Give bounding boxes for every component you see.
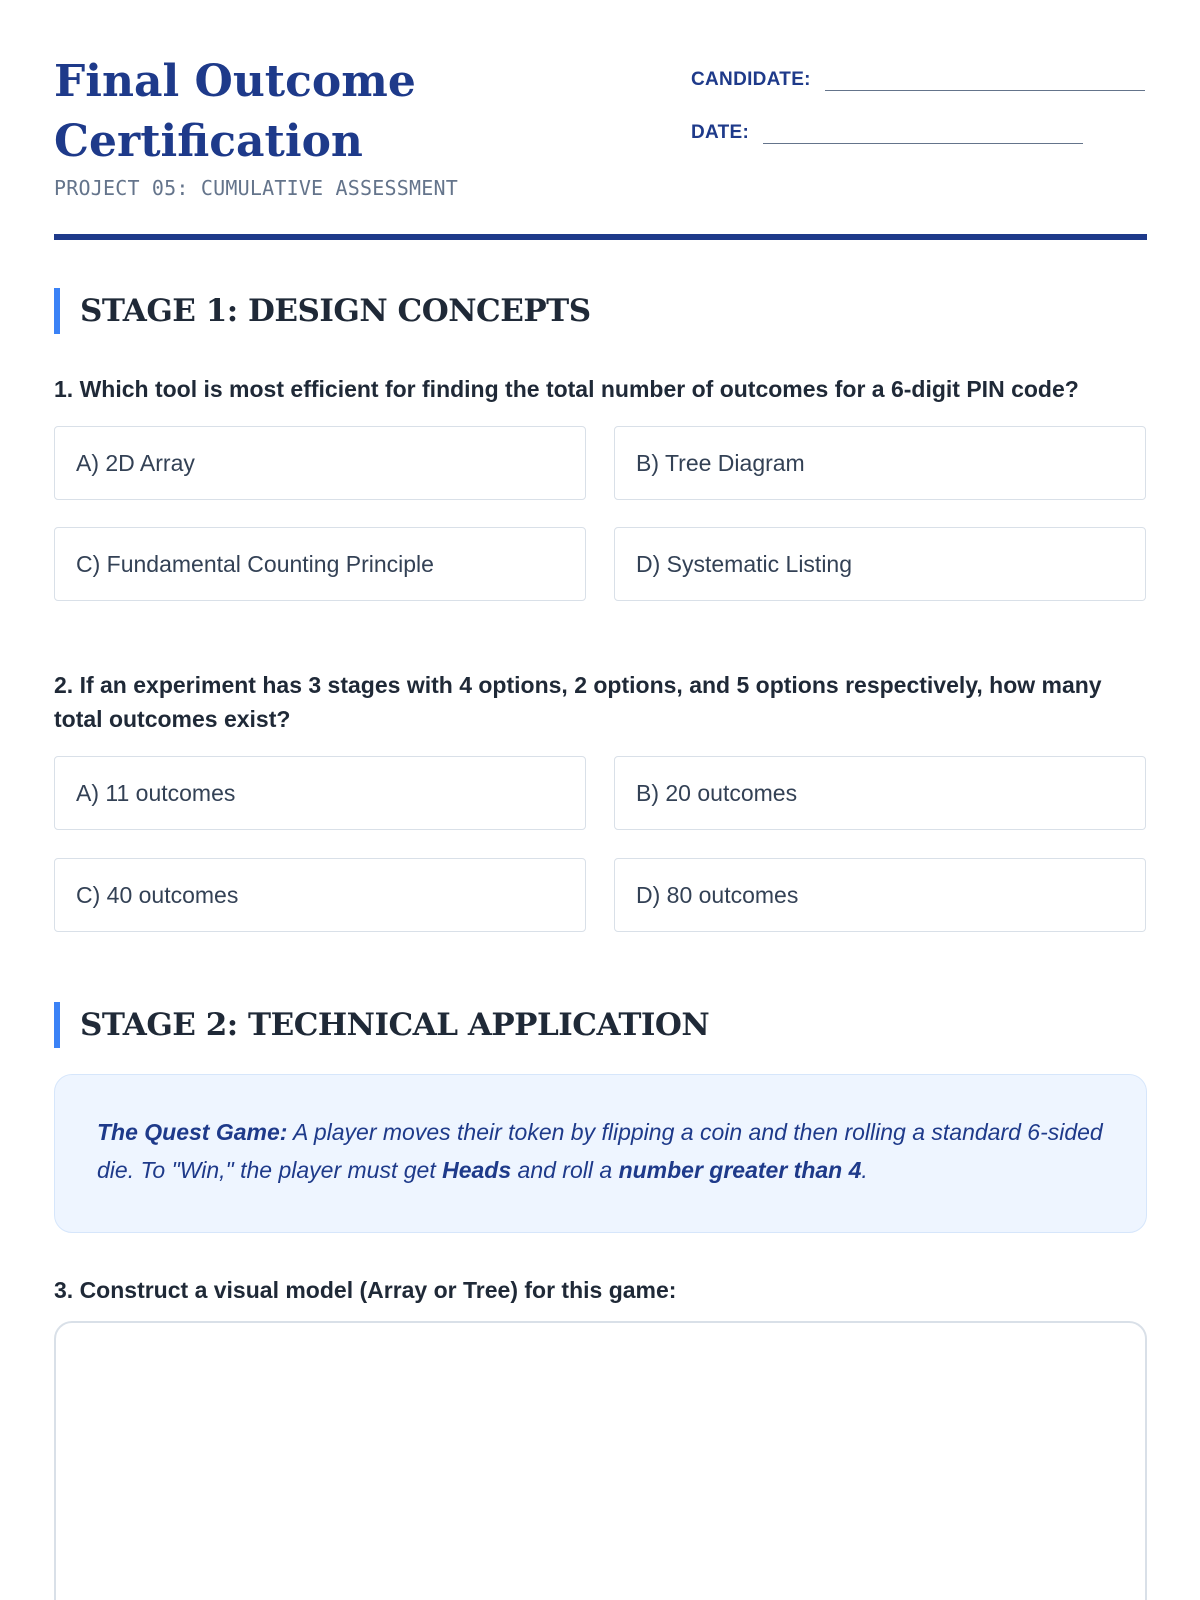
assessment-page: [54, 0, 1147, 1303]
scenario-callout: [54, 1074, 1147, 1233]
question-2: 2. If an experiment has 3 stages with 4 options, 2 options, and 5 options respectively, how many total outcomes exist?: [54, 672, 1102, 732]
header-divider: [54, 234, 1147, 240]
candidate-label: CANDIDATE:: [691, 69, 811, 90]
scenario-emphasis-heads: Heads: [442, 1157, 512, 1183]
q2-option-d[interactable]: D) 80 outcomes: [614, 858, 1146, 932]
candidate-field-row: [691, 60, 1145, 91]
q2-option-a[interactable]: A) 11 outcomes: [54, 756, 586, 830]
scenario-text-1: A player moves their token by flipping a coin and then rolling a standard 6-sided die. To "Win," the player must get: [97, 1119, 1103, 1183]
q1-option-c[interactable]: C) Fundamental Counting Principle: [54, 527, 586, 601]
date-label: DATE:: [691, 122, 750, 143]
scenario-text-3: .: [861, 1157, 868, 1183]
scenario-title: The Quest Game:: [97, 1119, 288, 1145]
candidate-field[interactable]: [825, 60, 1145, 91]
date-field-row: [691, 113, 1083, 144]
q1-option-a[interactable]: A) 2D Array: [54, 426, 586, 500]
q1-option-b[interactable]: B) Tree Diagram: [614, 426, 1146, 500]
q2-option-c[interactable]: C) 40 outcomes: [54, 858, 586, 932]
visual-model-answer-area[interactable]: [54, 1321, 1147, 1600]
scenario-text-2: and roll a: [511, 1157, 619, 1183]
date-field[interactable]: [763, 113, 1083, 144]
page-title: Final Outcome Certification: [54, 56, 416, 167]
question-3: 3. Construct a visual model (Array or Tree) for this game:: [54, 1277, 677, 1303]
q1-option-d[interactable]: D) Systematic Listing: [614, 527, 1146, 601]
stage-1-heading: STAGE 1: DESIGN CONCEPTS: [54, 288, 591, 334]
question-1: 1. Which tool is most efficient for finding the total number of outcomes for a 6-digit PIN code?: [54, 376, 1079, 402]
scenario-emphasis-number: number greater than 4: [618, 1157, 862, 1183]
q2-option-b[interactable]: B) 20 outcomes: [614, 756, 1146, 830]
page-subtitle: PROJECT 05: CUMULATIVE ASSESSMENT: [54, 176, 458, 200]
page-header: [54, 0, 1147, 243]
stage-2-heading: STAGE 2: TECHNICAL APPLICATION: [54, 1002, 709, 1048]
